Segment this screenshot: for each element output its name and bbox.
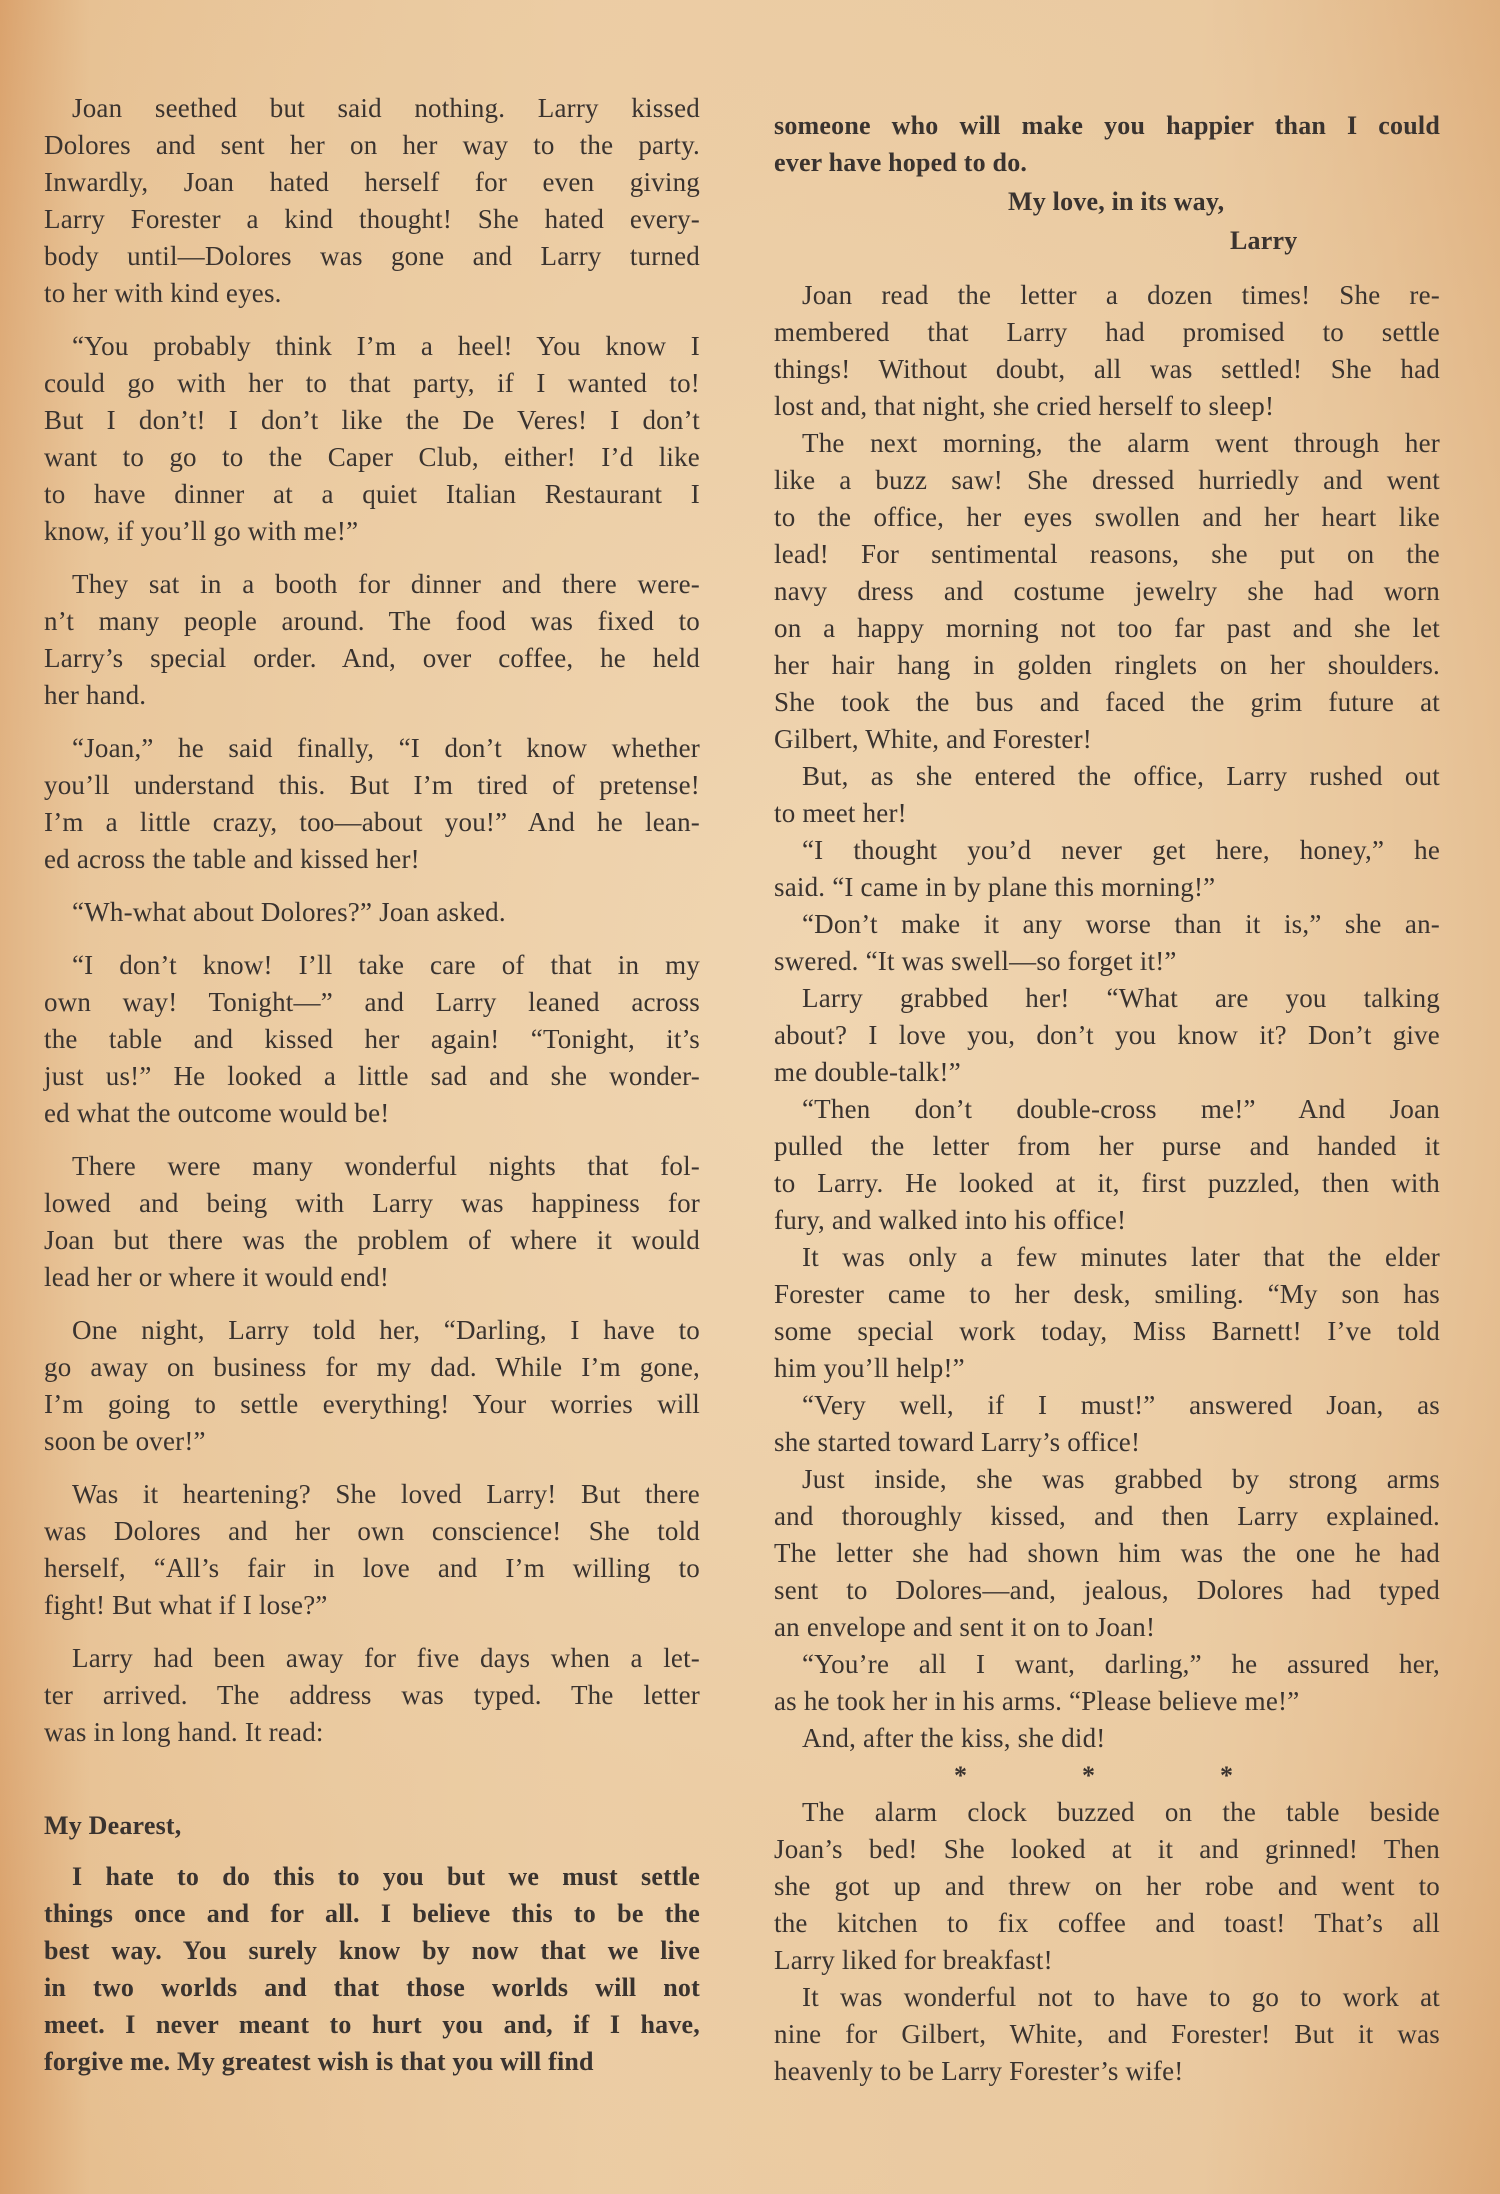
text-line: I hate to do this to you but we must settle <box>72 1862 700 1891</box>
text-line: Forester came to her desk, smiling. “My son has <box>774 1279 1440 1309</box>
text-line: him you’ll help!” <box>774 1353 965 1383</box>
text-line: things! Without doubt, all was settled! She had <box>774 354 1440 384</box>
text-line: go away on business for my dad. While I’m gone, <box>44 1352 700 1382</box>
text-line: I’m going to settle everything! Your worries will <box>44 1389 700 1419</box>
text-line: “You’re all I want, darling,” he assured her, <box>802 1649 1440 1679</box>
text-line: “I don’t know! I’ll take care of that in my <box>72 950 700 980</box>
text-line: The next morning, the alarm went through her <box>802 428 1440 458</box>
text-line: about? I love you, don’t you know it? Don’t give <box>774 1020 1440 1050</box>
paragraph <box>774 906 1440 980</box>
text-line: But I don’t! I don’t like the De Veres! I don’t <box>44 405 700 435</box>
text-line: you’ll understand this. But I’m tired of pretense! <box>44 770 700 800</box>
paragraph <box>774 1794 1440 1979</box>
text-line: Larry’s special order. And, over coffee, he held <box>44 643 700 673</box>
text-line: own way! Tonight—” and Larry leaned across <box>44 987 700 1017</box>
text-line: some special work today, Miss Barnett! I’ve told <box>774 1316 1440 1346</box>
text-line: Was it heartening? She loved Larry! But there <box>72 1479 700 1509</box>
paragraph <box>774 1239 1440 1387</box>
text-line: the table and kissed her again! “Tonight, it’s <box>44 1024 700 1054</box>
text-line: Joan read the letter a dozen times! She re- <box>802 280 1440 310</box>
text-line: One night, Larry told her, “Darling, I have to <box>72 1315 700 1345</box>
text-line: Just inside, she was grabbed by strong arms <box>802 1464 1440 1494</box>
text-line: her hair hang in golden ringlets on her shoulders. <box>774 650 1440 680</box>
text-line: Larry liked for breakfast! <box>774 1945 1053 1975</box>
text-line: to her with kind eyes. <box>44 278 282 308</box>
text-line: “Then don’t double-cross me!” And Joan <box>802 1094 1440 1124</box>
text-line: navy dress and costume jewelry she had worn <box>774 576 1440 606</box>
text-line: like a buzz saw! She dressed hurriedly and went <box>774 465 1440 495</box>
paragraph <box>774 277 1440 425</box>
text-line: things once and for all. I believe this to be the <box>44 1899 700 1928</box>
text-line: fury, and walked into his office! <box>774 1205 1127 1235</box>
text-line: She took the bus and faced the grim future at <box>774 687 1440 717</box>
letter-paragraph <box>774 107 1440 181</box>
text-line: “Wh-what about Dolores?” Joan asked. <box>72 897 506 927</box>
paragraph <box>44 1148 700 1296</box>
text-line: Gilbert, White, and Forester! <box>774 724 1092 754</box>
text-line: swered. “It was swell—so forget it!” <box>774 946 1177 976</box>
text-line: There were many wonderful nights that fol- <box>72 1151 700 1181</box>
letter-signature <box>774 222 1440 259</box>
paragraph <box>774 1646 1440 1720</box>
paragraph <box>774 1387 1440 1461</box>
text-line: Joan seethed but said nothing. Larry kissed <box>72 93 700 123</box>
text-line: sent to Dolores—and, jealous, Dolores had typed <box>774 1575 1440 1605</box>
text-line: My love, in its way, <box>1008 187 1225 216</box>
section-break <box>774 1757 1440 1794</box>
text-line: membered that Larry had promised to settle <box>774 317 1440 347</box>
text-line: to meet her! <box>774 798 907 828</box>
letter-closing <box>774 183 1440 220</box>
letter-salutation <box>44 1807 700 1844</box>
text-line: Dolores and sent her on her way to the party. <box>44 130 700 160</box>
paragraph <box>44 1476 700 1624</box>
text-line: want to go to the Caper Club, either! I’d like <box>44 442 700 472</box>
paragraph <box>774 980 1440 1091</box>
text-line: Joan’s bed! She looked at it and grinned! Then <box>774 1834 1440 1864</box>
text-line: soon be over!” <box>44 1426 206 1456</box>
text-line: pulled the letter from her purse and handed it <box>774 1131 1440 1161</box>
paragraph <box>774 758 1440 832</box>
text-line: Inwardly, Joan hated herself for even giving <box>44 167 700 197</box>
text-line: My Dearest, <box>44 1811 182 1840</box>
text-line: It was only a few minutes later that the elder <box>802 1242 1440 1272</box>
asterisk: * <box>1220 1761 1233 1790</box>
text-line: lead! For sentimental reasons, she put on the <box>774 539 1440 569</box>
text-line: fight! But what if I lose?” <box>44 1590 328 1620</box>
text-line: lost and, that night, she cried herself to sleep! <box>774 391 1275 421</box>
text-line: was Dolores and her own conscience! She told <box>44 1516 700 1546</box>
text-line: was in long hand. It read: <box>44 1717 324 1747</box>
text-line: on a happy morning not too far past and she let <box>774 613 1440 643</box>
paragraph <box>44 947 700 1132</box>
text-line: best way. You surely know by now that we live <box>44 1936 700 1965</box>
text-line: “Joan,” he said finally, “I don’t know whether <box>72 733 700 763</box>
text-line: forgive me. My greatest wish is that you will find <box>44 2047 594 2076</box>
text-line: lowed and being with Larry was happiness for <box>44 1188 700 1218</box>
text-line: heavenly to be Larry Forester’s wife! <box>774 2056 1184 2086</box>
text-line: “I thought you’d never get here, honey,” he <box>802 835 1440 865</box>
text-line: herself, “All’s fair in love and I’m willing to <box>44 1553 700 1583</box>
paragraph <box>774 1720 1440 1757</box>
text-line: Larry <box>1230 226 1298 255</box>
text-line: the kitchen to fix coffee and toast! That’s all <box>774 1908 1440 1938</box>
paragraph <box>774 425 1440 758</box>
paragraph <box>44 730 700 878</box>
left-column <box>44 90 700 2080</box>
paragraph <box>44 90 700 312</box>
text-line: It was wonderful not to have to go to work at <box>802 1982 1440 2012</box>
paragraph <box>774 1091 1440 1239</box>
text-line: as he took her in his arms. “Please believe me!” <box>774 1686 1300 1716</box>
right-column <box>774 107 1440 2090</box>
text-line: Joan but there was the problem of where it would <box>44 1225 700 1255</box>
text-line: could go with her to that party, if I wanted to! <box>44 368 700 398</box>
text-line: The alarm clock buzzed on the table beside <box>802 1797 1440 1827</box>
paragraph <box>44 1640 700 1751</box>
text-line: “Very well, if I must!” answered Joan, as <box>802 1390 1440 1420</box>
text-line: nine for Gilbert, White, and Forester! But it was <box>774 2019 1440 2049</box>
text-line: just us!” He looked a little sad and she wonder- <box>44 1061 700 1091</box>
paragraph <box>44 894 700 931</box>
text-line: Larry Forester a kind thought! She hated every- <box>44 204 700 234</box>
text-line: me double-talk!” <box>774 1057 961 1087</box>
paragraph <box>44 328 700 550</box>
text-line: to the office, her eyes swollen and her heart like <box>774 502 1440 532</box>
text-line: ed across the table and kissed her! <box>44 844 420 874</box>
text-line: “Don’t make it any worse than it is,” she an- <box>802 909 1440 939</box>
text-line: to have dinner at a quiet Italian Restaurant I <box>44 479 700 509</box>
paragraph <box>774 1979 1440 2090</box>
paragraph <box>44 566 700 714</box>
text-line: and thoroughly kissed, and then Larry explained. <box>774 1501 1440 1531</box>
text-line: ter arrived. The address was typed. The letter <box>44 1680 700 1710</box>
text-line: she started toward Larry’s office! <box>774 1427 1141 1457</box>
text-line: ed what the outcome would be! <box>44 1098 390 1128</box>
text-line: “You probably think I’m a heel! You know I <box>72 331 700 361</box>
text-line: Larry grabbed her! “What are you talking <box>802 983 1440 1013</box>
text-line: I’m a little crazy, too—about you!” And he lean- <box>44 807 700 837</box>
text-line: said. “I came in by plane this morning!” <box>774 872 1216 902</box>
text-line: The letter she had shown him was the one he had <box>774 1538 1440 1568</box>
text-line: someone who will make you happier than I could <box>774 111 1440 140</box>
text-line: meet. I never meant to hurt you and, if I have, <box>44 2010 700 2039</box>
text-line: ever have hoped to do. <box>774 148 1028 177</box>
paragraph <box>774 1461 1440 1646</box>
text-line: And, after the kiss, she did! <box>802 1723 1106 1753</box>
text-line: she got up and threw on her robe and went to <box>774 1871 1440 1901</box>
asterisk: * <box>1082 1761 1095 1790</box>
text-line: But, as she entered the office, Larry rushed out <box>802 761 1440 791</box>
paragraph <box>44 1312 700 1460</box>
text-line: to Larry. He looked at it, first puzzled, then with <box>774 1168 1440 1198</box>
text-line: n’t many people around. The food was fixed to <box>44 606 700 636</box>
text-line: lead her or where it would end! <box>44 1262 390 1292</box>
text-line: Larry had been away for five days when a let- <box>72 1643 700 1673</box>
text-line: her hand. <box>44 680 147 710</box>
text-line: an envelope and sent it on to Joan! <box>774 1612 1156 1642</box>
text-line: body until—Dolores was gone and Larry turned <box>44 241 700 271</box>
text-line: in two worlds and that those worlds will not <box>44 1973 700 2002</box>
text-line: know, if you’ll go with me!” <box>44 516 359 546</box>
text-line: They sat in a booth for dinner and there were- <box>72 569 700 599</box>
letter-paragraph <box>44 1858 700 2080</box>
asterisk: * <box>954 1761 967 1790</box>
paragraph <box>774 832 1440 906</box>
